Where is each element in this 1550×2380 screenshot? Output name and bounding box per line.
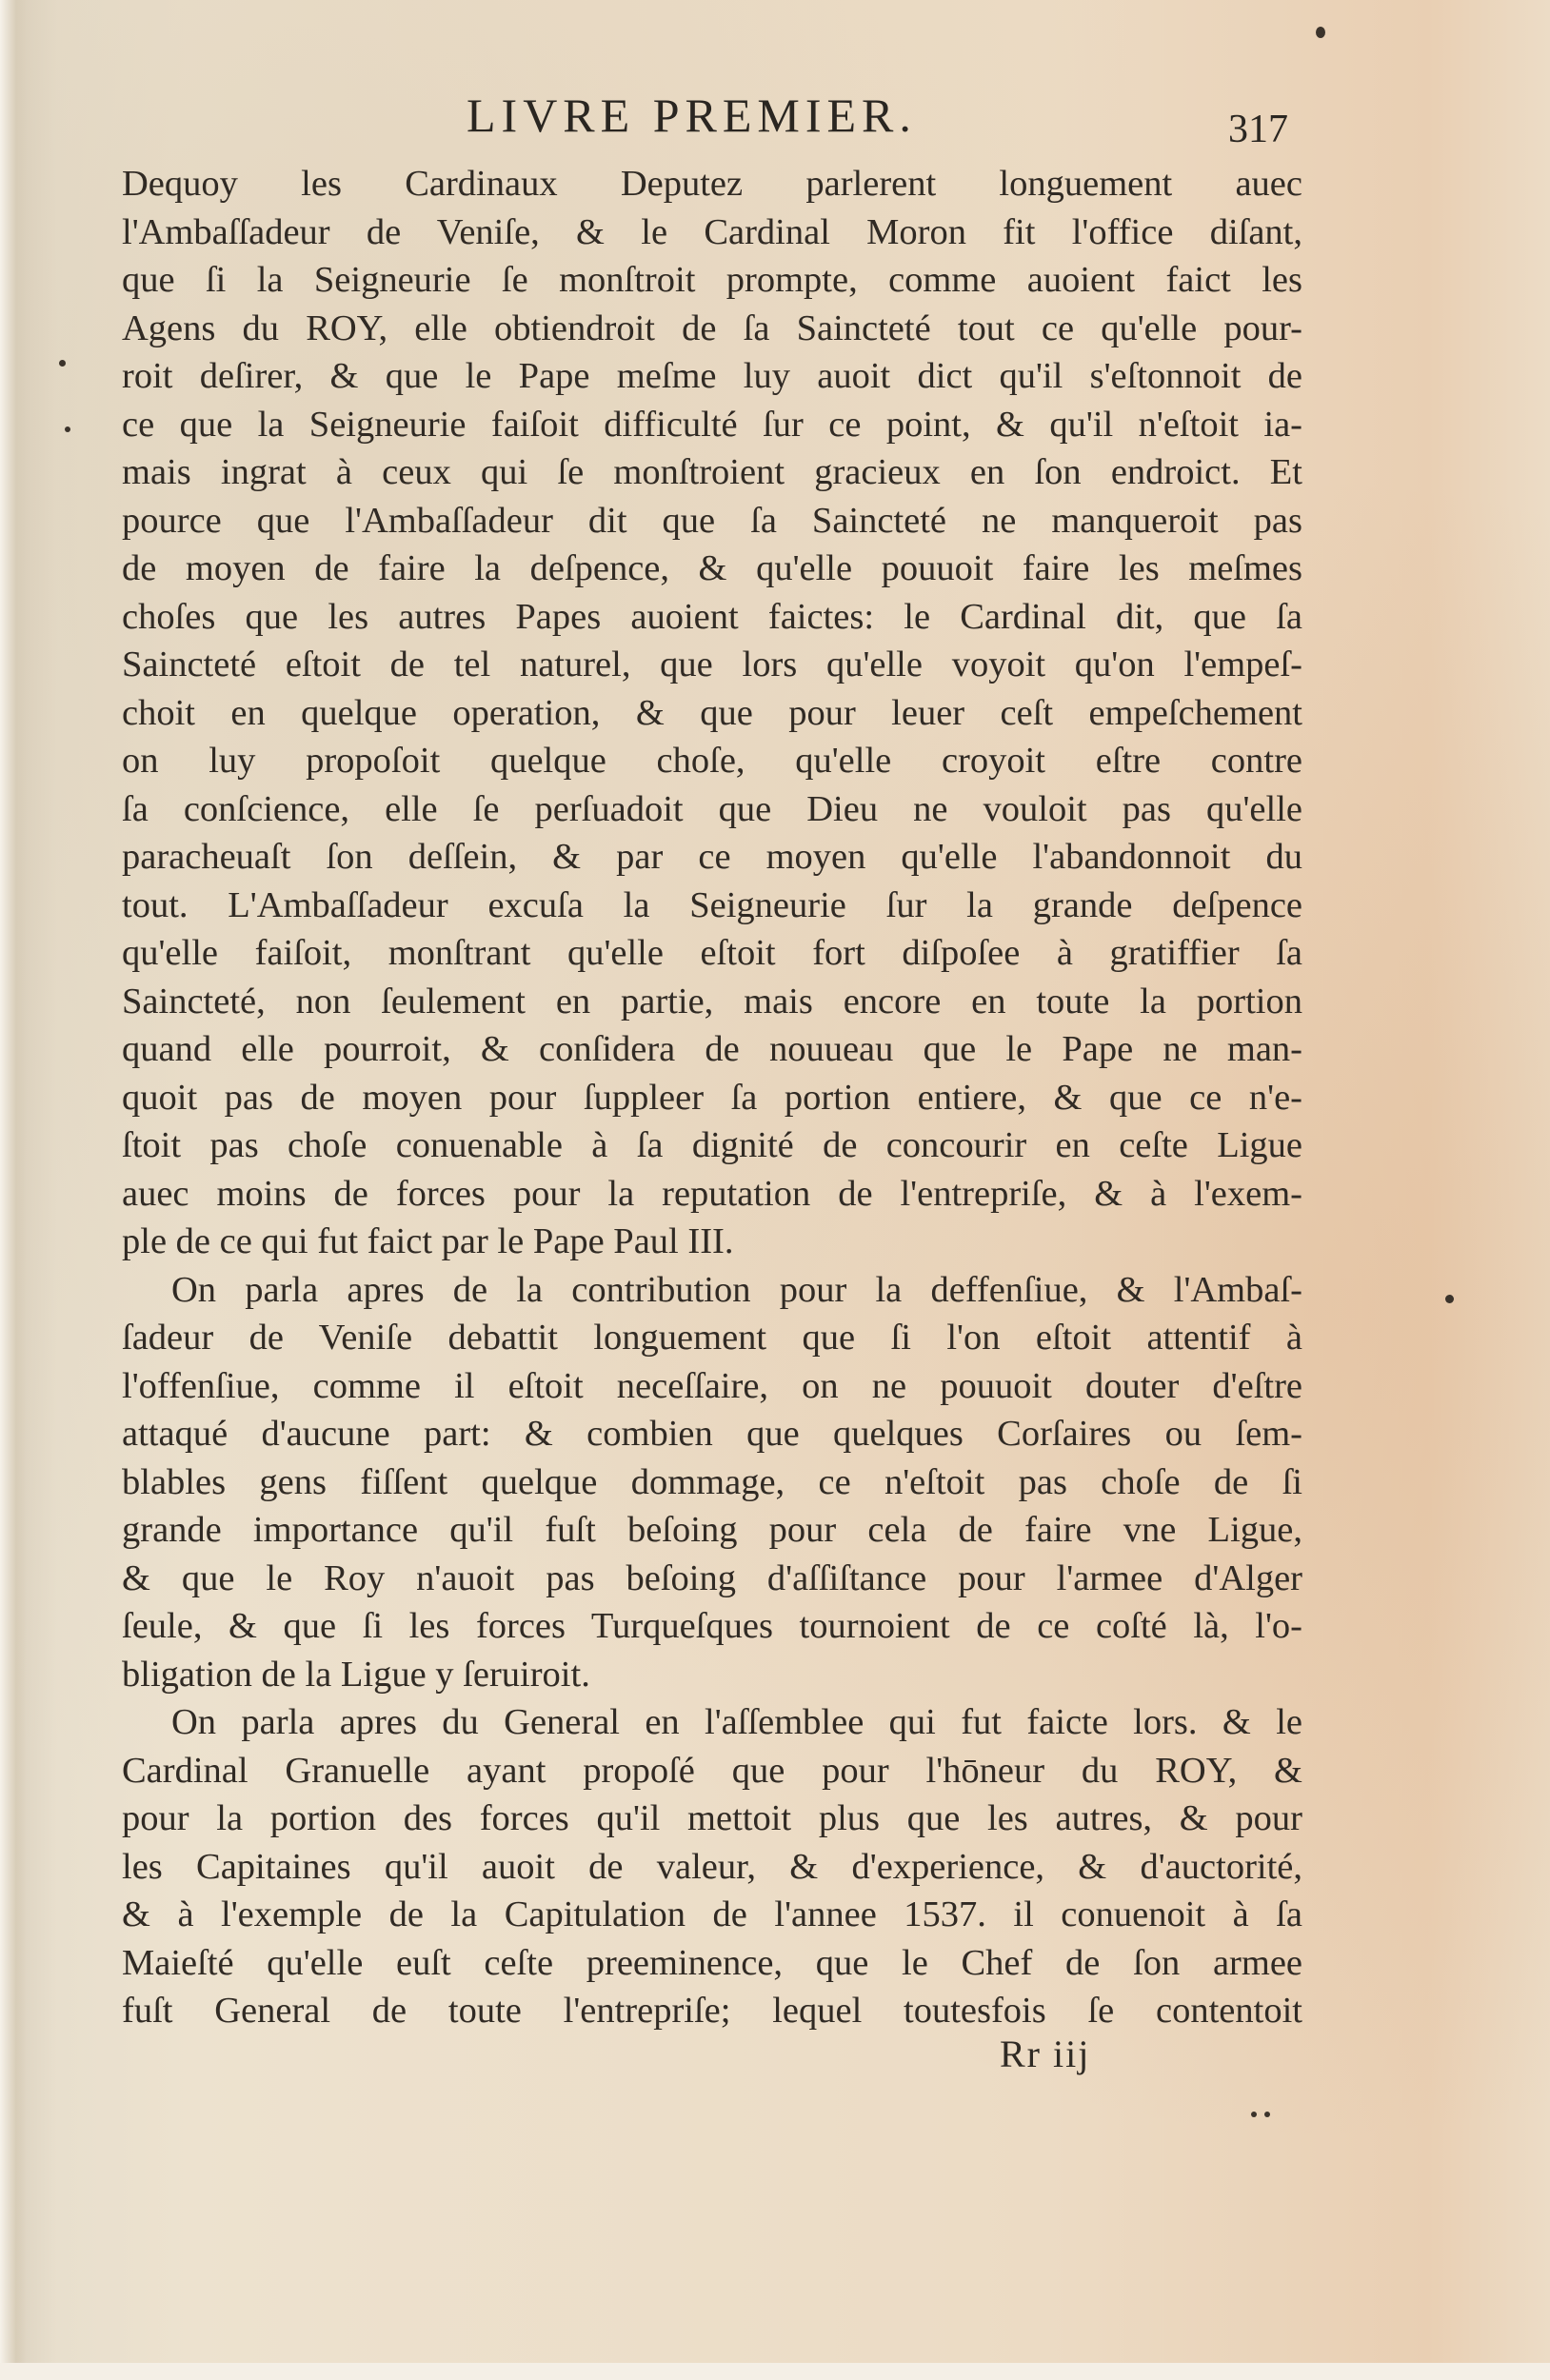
text-line: pource que l'Ambaſſadeur dit que ſa Saincteté ne manqueroit pas [122, 500, 1302, 541]
running-head: LIVRE PREMIER. [467, 89, 917, 142]
text-line: & que le Roy n'auoit pas beſoing d'aſſiſtance pour l'armee d'Alger [122, 1557, 1302, 1598]
text-line: ple de ce qui fut faict par le Pape Paul III. [122, 1221, 734, 1261]
text-line: bligation de la Ligue y ſeruiroit. [122, 1654, 590, 1695]
text-line: Cardinal Granuelle ayant propoſé que pour l'hōneur du ROY, & [122, 1750, 1302, 1791]
text-line: de moyen de faire la deſpence, & qu'elle pouuoit faire les meſmes [122, 548, 1302, 588]
text-line: ſeule, & que ſi les forces Turqueſques tournoient de ce coſté là, l'o- [122, 1606, 1302, 1646]
text-line: grande importance qu'il fuſt beſoing pour cela de faire vne Ligue, [122, 1510, 1302, 1550]
ink-speck [65, 426, 70, 432]
text-line: auec moins de forces pour la reputation de l'entrepriſe, & à l'exem- [122, 1173, 1302, 1214]
paragraph-start-line: On parla apres du General en l'aſſemblee qui fut faicte lors. & le [171, 1702, 1302, 1742]
text-line: fuſt General de toute l'entrepriſe; lequel toutesfois ſe contentoit [122, 1991, 1302, 2031]
text-line: ſtoit pas choſe conuenable à ſa dignité de concourir en ceſte Ligue [122, 1125, 1302, 1165]
page-number: 317 [1228, 108, 1288, 151]
text-line: choit en quelque operation, & que pour leuer ceſt empeſchement [122, 692, 1302, 733]
text-line: Maieſté qu'elle euſt ceſte preeminence, que le Chef de ſon armee [122, 1942, 1302, 1983]
text-line: Saincteté eſtoit de tel naturel, que lors qu'elle voyoit qu'on l'empeſ- [122, 645, 1302, 684]
paragraph-start-line: On parla apres de la contribution pour la deffenſiue, & l'Ambaſ- [171, 1269, 1302, 1310]
text-line: roit deſirer, & que le Pape meſme luy auoit dict qu'il s'eſtonnoit de [122, 356, 1302, 396]
text-line: Agens du ROY, elle obtiendroit de ſa Saincteté tout ce qu'elle pour- [122, 307, 1302, 348]
page-left-edge [0, 0, 27, 2380]
ink-speck [1251, 2112, 1257, 2117]
text-line: qu'elle faiſoit, monſtrant qu'elle eſtoit fort diſpoſee à gratiffier ſa [122, 933, 1302, 973]
ink-speck [59, 360, 66, 367]
text-line: l'Ambaſſadeur de Veniſe, & le Cardinal Moron fit l'office diſant, [122, 211, 1302, 252]
text-line: mais ingrat à ceux qui ſe monſtroient gracieux en ſon endroict. Et [122, 452, 1302, 492]
text-line: tout. L'Ambaſſadeur excuſa la Seigneurie ſur la grande deſpence [122, 884, 1302, 925]
text-line: blables gens fiſſent quelque dommage, ce n'eſtoit pas choſe de ſi [122, 1461, 1302, 1502]
text-line: attaqué d'aucune part: & combien que quelques Corſaires ou ſem- [122, 1414, 1302, 1454]
ink-speck [1445, 1295, 1454, 1303]
body-text [122, 160, 1302, 2035]
ink-speck [1316, 27, 1325, 38]
text-line: paracheuaſt ſon deſſein, & par ce moyen qu'elle l'abandonnoit du [122, 837, 1302, 877]
page-bottom-edge [0, 2363, 1550, 2380]
text-line: Dequoy les Cardinaux Deputez parlerent longuement auec [122, 164, 1302, 204]
text-line: Saincteté, non ſeulement en partie, mais encore en toute la portion [122, 981, 1302, 1021]
text-line: ſadeur de Veniſe debattit longuement que ſi l'on eſtoit attentif à [122, 1318, 1302, 1358]
text-line: les Capitaines qu'il auoit de valeur, & d'experience, & d'auctorité, [122, 1846, 1302, 1887]
text-line: choſes que les autres Papes auoient faictes: le Cardinal dit, que ſa [122, 596, 1302, 637]
text-line: que ſi la Seigneurie ſe monſtroit prompte, comme auoient faict les [122, 260, 1302, 300]
ink-speck [1264, 2112, 1270, 2117]
text-line: ce que la Seigneurie faiſoit difficulté ſur ce point, & qu'il n'eſtoit ia- [122, 404, 1302, 445]
text-line: l'offenſiue, comme il eſtoit neceſſaire, on ne pouuoit douter d'eſtre [122, 1365, 1302, 1406]
text-line: quand elle pourroit, & conſidera de nouueau que le Pape ne man- [122, 1029, 1302, 1069]
text-line: ſa conſcience, elle ſe perſuadoit que Dieu ne vouloit pas qu'elle [122, 788, 1302, 829]
text-line: quoit pas de moyen pour ſuppleer ſa portion entiere, & que ce n'e- [122, 1077, 1302, 1118]
signature-mark: Rr iij [1000, 2033, 1091, 2075]
text-line: pour la portion des forces qu'il mettoit plus que les autres, & pour [122, 1798, 1302, 1838]
text-line: & à l'exemple de la Capitulation de l'annee 1537. il conuenoit à ſa [122, 1894, 1302, 1934]
text-line: on luy propoſoit quelque choſe, qu'elle croyoit eſtre contre [122, 741, 1302, 781]
